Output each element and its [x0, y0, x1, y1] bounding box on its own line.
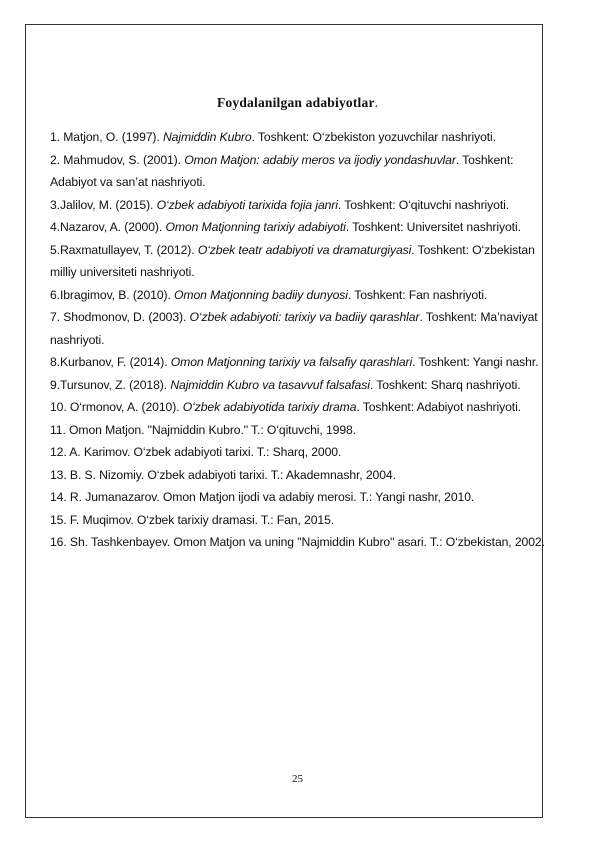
title-text: Foydalanilgan adabiyotlar: [216, 95, 375, 110]
reference-publisher: . Toshkent: Adabiyot nashriyoti.: [356, 400, 521, 414]
reference-item: [50, 351, 547, 374]
reference-publisher: . Toshkent: Ma’naviyat nashriyoti.: [50, 310, 538, 347]
page-number: 25: [292, 773, 303, 785]
reference-publisher: . Toshkent: Sharq nashriyoti.: [369, 377, 521, 392]
reference-item: [50, 441, 547, 464]
reference-item: [50, 216, 547, 239]
page-title: [0, 95, 595, 111]
reference-author: 5.Raxmatullayev, T. (2012).: [50, 242, 198, 257]
reference-author: 6.Ibragimov, B. (2010).: [50, 287, 175, 302]
title-suffix: .: [374, 95, 379, 110]
reference-title: O‘zbek adabiyotida tarixiy drama: [182, 400, 357, 414]
reference-title: O‘zbek teatr adabiyoti va dramaturgiyasi: [197, 242, 412, 257]
reference-title: Omon Matjonning badiiy dunyosi: [174, 287, 348, 302]
reference-item: [50, 396, 547, 419]
reference-item: [50, 486, 547, 509]
reference-author: 3.Jalilov, M. (2015).: [50, 197, 157, 212]
reference-author: 16. Sh. Tashkenbayev. Omon Matjon va uning "Najmiddin Kubro" asari. T.: O‘zbekistan, 2002.: [50, 535, 545, 549]
reference-author: 8.Kurbanov, F. (2014).: [50, 355, 171, 369]
reference-title: Najmiddin Kubro: [162, 130, 252, 144]
reference-author: 1. Matjon, O. (1997).: [50, 130, 163, 144]
reference-item: [50, 126, 547, 149]
reference-item: [50, 419, 547, 442]
reference-title: Omon Matjon: adabiy meros va ijodiy yondashuvlar: [184, 152, 456, 167]
reference-item: [50, 306, 547, 351]
reference-author: 11. Omon Matjon. "Najmiddin Kubro." T.: O‘qituvchi, 1998.: [50, 422, 356, 437]
reference-title: Omon Matjonning tarixiy adabiyoti: [165, 220, 346, 234]
reference-title: O‘zbek adabiyoti: tarixiy va badiiy qarashlar: [189, 310, 420, 324]
reference-item: [50, 194, 547, 217]
reference-item: [50, 239, 547, 284]
reference-publisher: . Toshkent: O‘qituvchi nashriyoti.: [337, 197, 510, 212]
reference-item: [50, 284, 547, 307]
reference-title: O‘zbek adabiyoti tarixida fojia janri: [156, 197, 338, 212]
reference-publisher: . Toshkent: Fan nashriyoti.: [347, 287, 488, 302]
reference-author: 10. O‘rmonov, A. (2010).: [50, 400, 183, 414]
reference-publisher: . Toshkent: O‘zbekistan milliy universiteti nashriyoti.: [50, 242, 535, 279]
reference-publisher: . Toshkent: Yangi nashr.: [412, 355, 539, 369]
reference-author: 13. B. S. Nizomiy. O‘zbek adabiyoti tarixi. T.: Akademnashr, 2004.: [50, 467, 396, 482]
reference-title: Najmiddin Kubro va tasavvuf falsafasi: [170, 377, 370, 392]
reference-author: 14. R. Jumanazarov. Omon Matjon ijodi va adabiy merosi. T.: Yangi nashr, 2010.: [50, 490, 475, 504]
reference-list: [50, 126, 547, 554]
reference-item: [50, 464, 547, 487]
reference-title: Omon Matjonning tarixiy va falsafiy qarashlari: [170, 355, 413, 369]
reference-author: 7. Shodmonov, D. (2003).: [50, 310, 190, 324]
reference-author: 9.Tursunov, Z. (2018).: [50, 377, 171, 392]
reference-item: [50, 531, 547, 554]
reference-publisher: . Toshkent: O‘zbekiston yozuvchilar nashriyoti.: [251, 130, 496, 144]
reference-item: [50, 509, 547, 532]
reference-author: 4.Nazarov, A. (2000).: [50, 220, 166, 234]
reference-author: 12. A. Karimov. O‘zbek adabiyoti tarixi. T.: Sharq, 2000.: [50, 445, 342, 459]
reference-publisher: . Toshkent: Adabiyot va san’at nashriyoti.: [50, 152, 514, 189]
reference-author: 15. F. Muqimov. O‘zbek tarixiy dramasi. T.: Fan, 2015.: [50, 512, 335, 527]
reference-publisher: . Toshkent: Universitet nashriyoti.: [345, 220, 521, 234]
reference-item: [50, 374, 547, 397]
reference-author: 2. Mahmudov, S. (2001).: [50, 152, 185, 167]
reference-item: [50, 149, 547, 194]
